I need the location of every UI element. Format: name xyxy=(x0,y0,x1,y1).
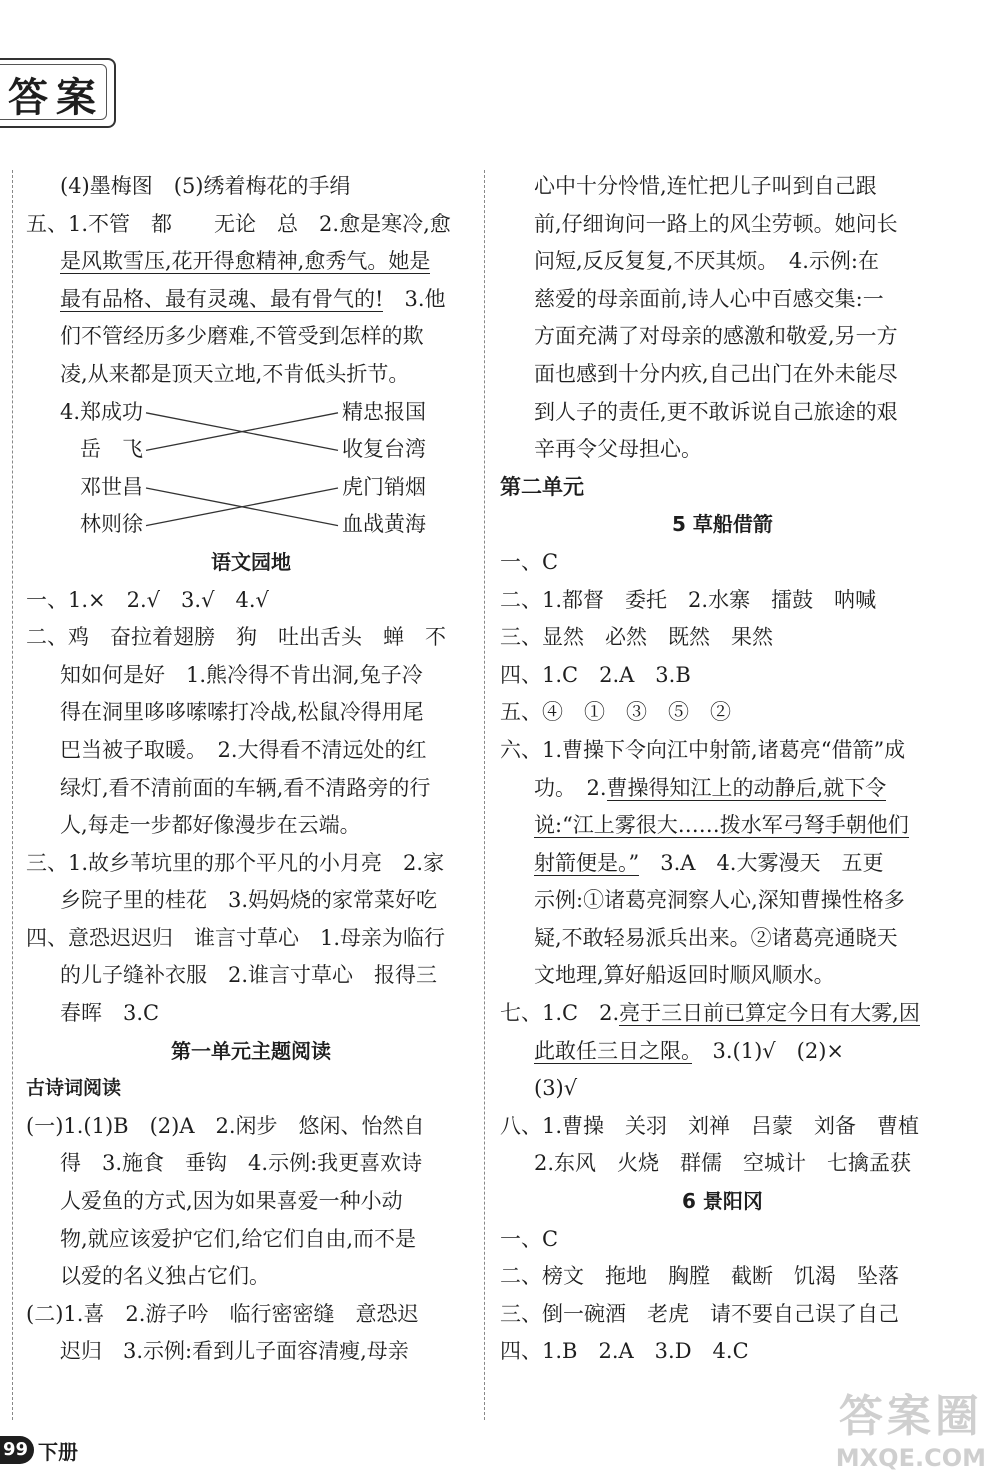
answer-line: (一)1.(1)B (2)A 2.闲步 悠闲、怡然自 xyxy=(26,1113,425,1138)
answer-line: 文地理,算好船返回时顺风顺水。 xyxy=(534,963,835,988)
underlined-answer: 亮于三日前已算定今日有大雾,因 xyxy=(619,1001,920,1026)
answer-line: 的儿子缝补衣服 2.谁言寸草心 报得三 xyxy=(60,963,438,988)
underlined-answer: 是风欺雪压,花开得愈精神,愈秀气。她是 xyxy=(60,249,431,274)
answer-line: 一、1.× 2.√ 3.√ 4.√ xyxy=(26,587,269,612)
answer-line: 八、1.曹操 关羽 刘禅 吕蒙 刘备 曹植 xyxy=(500,1113,920,1138)
match-left-item: 邓世昌 xyxy=(80,474,143,499)
answer-line: 一、C xyxy=(500,1226,559,1251)
answer-line: (3)√ xyxy=(534,1076,578,1101)
answer-line xyxy=(500,1033,945,1071)
answer-line xyxy=(500,845,945,883)
answer-line xyxy=(500,770,945,808)
answer-line xyxy=(500,995,945,1033)
answer-line: 乡院子里的桂花 3.妈妈烧的家常菜好吃 xyxy=(60,888,438,913)
answer-line: 二、鸡 奋拉着翅膀 狗 吐出舌头 蝉 不 xyxy=(26,625,446,650)
answer-line xyxy=(26,243,476,281)
answer-line: 六、1.曹操下令向江中射箭,诸葛亮“借箭”成 xyxy=(500,737,906,762)
left-column xyxy=(26,168,476,1371)
answer-line: 问短,反反复复,不厌其烦。 4.示例:在 xyxy=(534,249,879,274)
answer-line: 人,每走一步都好像漫步在云端。 xyxy=(60,813,361,838)
underlined-answer: 射箭便是。” xyxy=(534,850,640,875)
answer-line: 第一单元主题阅读 xyxy=(171,1038,331,1063)
answer-line: 四、1.B 2.A 3.D 4.C xyxy=(500,1339,749,1364)
watermark-text: 答案圈 xyxy=(838,1391,983,1442)
answer-line: 前,仔细询问一路上的风尘劳顿。她问长 xyxy=(534,211,898,236)
answer-line: 到人子的责任,更不敢诉说自己旅途的艰 xyxy=(534,399,898,424)
answer-line: (二)1.喜 2.游子吟 临行密密缝 意恐迟 xyxy=(26,1301,419,1326)
answer-line xyxy=(26,206,476,244)
answer-line xyxy=(500,807,945,845)
answer-text: 七、1.C 2. xyxy=(500,1001,620,1026)
page-number-badge: 99 xyxy=(0,1436,34,1464)
answer-line: 知如何是好 1.熊冷得不肯出洞,兔子冷 xyxy=(60,662,423,687)
answer-line: 春晖 3.C xyxy=(60,1001,160,1026)
volume-label: 下册 xyxy=(38,1440,78,1464)
column-divider xyxy=(484,170,485,1420)
answer-line xyxy=(26,506,476,544)
answer-line: 三、倒一碗酒 老虎 请不要自己误了自己 xyxy=(500,1301,899,1326)
answer-line: 以爱的名义独占它们。 xyxy=(60,1264,270,1289)
underlined-answer: 此敢任三日之限。 xyxy=(534,1038,692,1063)
answer-line: 得在洞里哆哆嗦嗦打冷战,松鼠冷得用尾 xyxy=(60,700,424,725)
answer-line xyxy=(26,394,476,537)
page-title: 答案 xyxy=(8,75,104,121)
answer-line: 6 景阳冈 xyxy=(682,1189,763,1214)
answer-line: 古诗词阅读 xyxy=(26,1077,122,1100)
underlined-answer: 曹操得知江上的动静后,就下令 xyxy=(606,775,887,800)
answer-line: 示例:①诸葛亮洞察人心,深知曹操性格多 xyxy=(534,888,905,913)
answer-line: 人爱鱼的方式,因为如果喜爱一种小动 xyxy=(60,1189,403,1214)
answer-line: 巴当被子取暖。 2.大得看不清远处的红 xyxy=(60,737,427,762)
answer-line: 三、显然 必然 既然 果然 xyxy=(500,625,773,650)
answer-line: 五、④ ① ③ ⑤ ② xyxy=(500,700,731,725)
answer-line: 慈爱的母亲面前,诗人心中百感交集:一 xyxy=(534,286,884,311)
match-right-item: 收复台湾 xyxy=(342,437,426,462)
match-left-item: 岳 飞 xyxy=(80,437,143,462)
watermark-logo xyxy=(836,1380,986,1472)
match-left-item: 林则徐 xyxy=(80,512,143,537)
answer-line: 疑,不敢轻易派兵出来。②诸葛亮通晓天 xyxy=(534,925,898,950)
answer-line: 四、意恐迟迟归 谁言寸草心 1.母亲为临行 xyxy=(26,925,446,950)
match-right-item: 血战黄海 xyxy=(342,512,426,537)
answer-text: 五、1.不管 都 无论 总 2.愈是寒冷,愈 xyxy=(26,211,451,236)
answer-line: 二、1.都督 委托 2.水寨 擂鼓 呐喊 xyxy=(500,587,877,612)
match-right-item: 精忠报国 xyxy=(342,399,426,424)
watermark-url: MXQE.COM xyxy=(835,1444,986,1472)
answer-line: 方面充满了对母亲的感激和敬爱,另一方 xyxy=(534,324,898,349)
left-margin-line xyxy=(12,170,13,1420)
answer-line: 得 3.施食 垂钩 4.示例:我更喜欢诗 xyxy=(60,1151,423,1176)
answer-line: 心中十分怜惜,连忙把儿子叫到自己跟 xyxy=(534,174,877,198)
answer-text: 3.他 xyxy=(383,286,446,311)
answer-line: 四、1.C 2.A 3.B xyxy=(500,662,691,687)
match-right-item: 虎门销烟 xyxy=(342,474,426,499)
answer-text: 3.A 4.大雾漫天 五更 xyxy=(639,850,884,875)
answer-text: 3.(1)√ (2)× xyxy=(691,1038,845,1063)
answer-line: 辛再令父母担心。 xyxy=(534,437,702,462)
answer-line: 物,就应该爱护它们,给它们自由,而不是 xyxy=(60,1226,417,1251)
answer-line: 面也感到十分内疚,自己出门在外未能尽 xyxy=(534,361,898,386)
answer-line: 第二单元 xyxy=(500,474,584,499)
answer-line: 绿灯,看不清前面的车辆,看不清路旁的行 xyxy=(60,775,431,800)
answer-line: 凌,从来都是顶天立地,不肯低头折节。 xyxy=(60,361,410,386)
right-column xyxy=(500,168,945,1371)
underlined-answer: 说:“江上雾很大……拨水军弓弩手朝他们 xyxy=(534,813,909,838)
answer-line: 语文园地 xyxy=(211,549,291,574)
answer-line: 迟归 3.示例:看到儿子面容清瘦,母亲 xyxy=(60,1339,409,1364)
answer-line: 二、榜文 拖地 胸膛 截断 饥渴 坠落 xyxy=(500,1264,899,1289)
answer-line: 三、1.故乡苇坑里的那个平凡的小月亮 2.家 xyxy=(26,850,445,875)
answer-line: (4)墨梅图 (5)绣着梅花的手绢 xyxy=(60,174,351,198)
answer-line xyxy=(26,281,476,319)
answer-text: 功。 2. xyxy=(534,775,607,800)
answer-line: 一、C xyxy=(500,549,559,574)
underlined-answer: 最有品格、最有灵魂、最有骨气的! xyxy=(60,286,384,311)
answer-line xyxy=(26,431,476,469)
answer-line: 们不管经历多少磨难,不管受到怎样的欺 xyxy=(60,324,424,349)
answer-line: 5 草船借箭 xyxy=(672,512,773,537)
match-left-item: 4.郑成功 xyxy=(60,399,144,424)
answer-line xyxy=(26,469,476,507)
answer-line: 2.东风 火烧 群儒 空城计 七擒孟获 xyxy=(534,1151,912,1176)
